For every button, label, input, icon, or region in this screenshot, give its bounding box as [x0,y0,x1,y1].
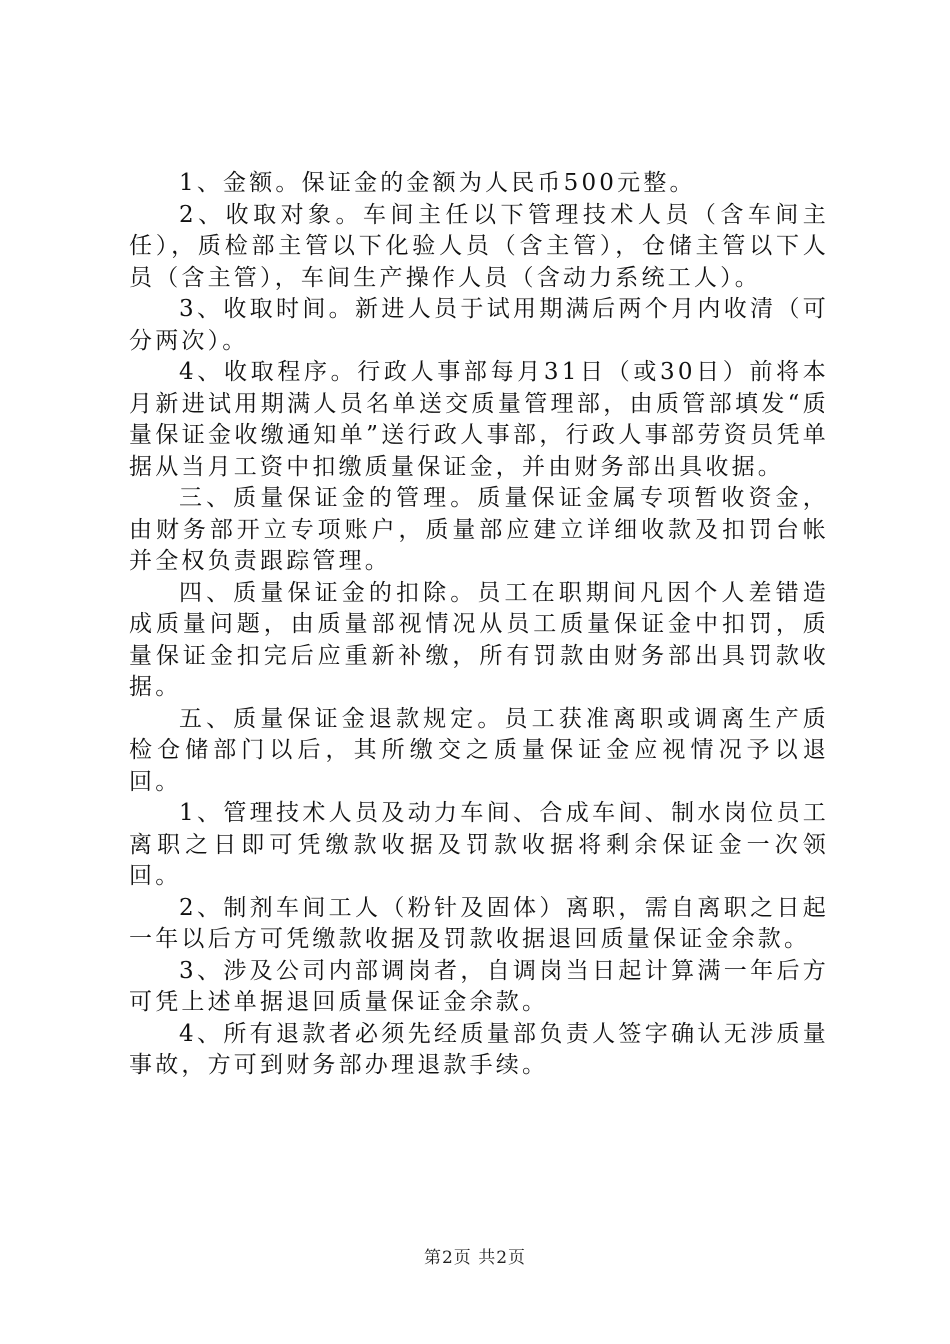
paragraph-collection-procedure: 4、收取程序。行政人事部每月31日（或30日）前将本月新进试用期满人员名单送交质量管理部，由质管部填发“质量保证金收缴通知单”送行政人事部，行政人事部劳资员凭单据从当月工资中扣缴质量保证金，并由财务部出具收据。 [129,359,829,480]
paragraph-deposit-amount: 1、金额。保证金的金额为人民币500元整。 [179,170,696,196]
paragraph-refund-item-1: 1、管理技术人员及动力车间、合成车间、制水岗位员工离职之日即可凭缴款收据及罚款收据将剩余保证金一次领回。 [129,800,829,889]
paragraph-refund-item-3: 3、涉及公司内部调岗者，自调岗当日起计算满一年后方可凭上述单据退回质量保证金余款。 [129,957,829,1015]
paragraph-deposit-management: 三、质量保证金的管理。质量保证金属专项暂收资金，由财务部开立专项账户，质量部应建立详细收款及扣罚台帐并全权负责跟踪管理。 [129,485,829,574]
paragraph-refund-item-4: 4、所有退款者必须先经质量部负责人签字确认无涉质量事故，方可到财务部办理退款手续。 [129,1020,829,1078]
paragraph-deposit-deduction: 四、质量保证金的扣除。员工在职期间凡因个人差错造成质量问题，由质量部视情况从员工质量保证金中扣罚，质量保证金扣完后应重新补缴，所有罚款由财务部出具罚款收据。 [129,579,829,700]
paragraph-refund-item-2: 2、制剂车间工人（粉针及固体）离职，需自离职之日起一年以后方可凭缴款收据及罚款收据退回质量保证金余款。 [129,894,829,952]
paragraph-collection-time: 3、收取时间。新进人员于试用期满后两个月内收清（可分两次）。 [129,296,829,354]
document-body [129,168,829,1082]
paragraph-refund-rules: 五、质量保证金退款规定。员工获准离职或调离生产质检仓储部门以后，其所缴交之质量保证金应视情况予以退回。 [129,705,829,795]
paragraph-collection-scope: 2、收取对象。车间主任以下管理技术人员（含车间主任），质检部主管以下化验人员（含主管），仓储主管以下人员（含主管），车间生产操作人员（含动力系统工人）。 [129,201,829,291]
page-number-footer: 第2页 共2页 [423,1248,527,1268]
